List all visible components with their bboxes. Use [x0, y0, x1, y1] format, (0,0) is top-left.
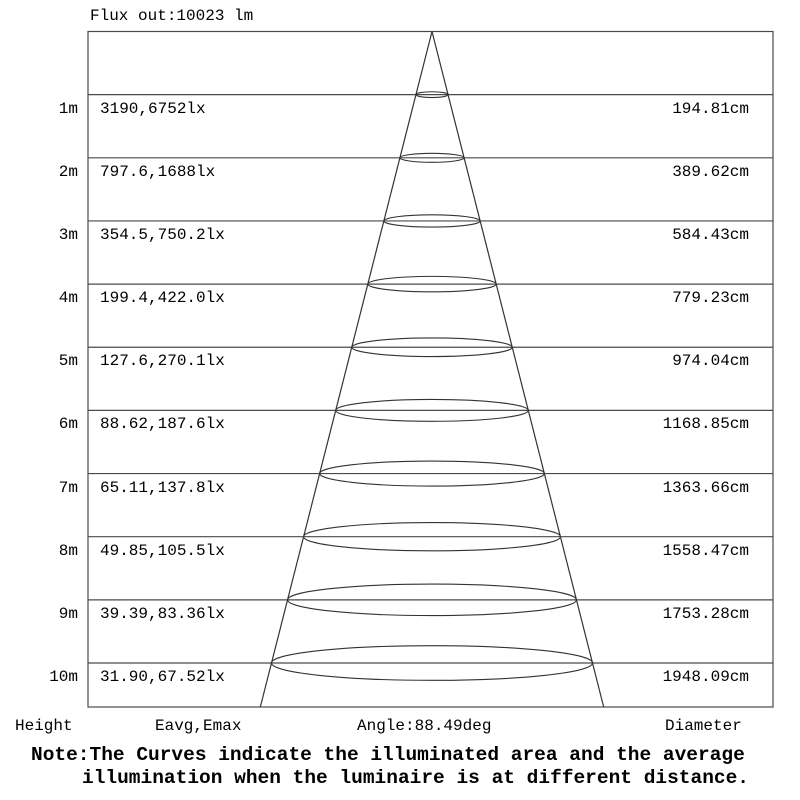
- height-label: 8m: [58, 541, 78, 560]
- eavg-emax-value: 88.62,187.6lx: [100, 415, 225, 434]
- diameter-value: 389.62cm: [672, 162, 749, 181]
- eavg-emax-value: 354.5,750.2lx: [100, 225, 225, 244]
- eavg-emax-value: 199.4,422.0lx: [100, 289, 225, 308]
- diameter-value: 1168.85cm: [662, 415, 749, 434]
- height-label: 2m: [58, 162, 78, 181]
- beam-angle-label: Angle:88.49deg: [357, 717, 492, 735]
- diameter-value: 1753.28cm: [662, 604, 749, 623]
- diameter-value: 194.81cm: [672, 99, 749, 118]
- eavg-emax-value: 65.11,137.8lx: [100, 478, 225, 497]
- height-column-label: Height: [15, 717, 73, 735]
- eavg-emax-value: 49.85,105.5lx: [100, 541, 225, 560]
- height-label: 7m: [58, 478, 78, 497]
- height-label: 3m: [58, 225, 78, 244]
- height-label: 9m: [58, 604, 78, 623]
- diameter-value: 974.04cm: [672, 352, 749, 371]
- eavg-emax-value: 797.6,1688lx: [100, 162, 216, 181]
- note-line-1: Note:The Curves indicate the illuminated area and the average: [31, 744, 745, 766]
- height-label: 6m: [58, 415, 78, 434]
- diameter-column-label: Diameter: [665, 717, 742, 735]
- height-label: 5m: [58, 352, 78, 371]
- note-line-2: illumination when the luminaire is at different distance.: [82, 767, 750, 789]
- diameter-value: 779.23cm: [672, 289, 749, 308]
- cone-left-edge: [260, 32, 432, 708]
- diameter-value: 1948.09cm: [662, 668, 749, 686]
- height-label: 10m: [49, 668, 78, 686]
- diameter-value: 1363.66cm: [662, 478, 749, 497]
- eavg-emax-value: 127.6,270.1lx: [100, 352, 225, 371]
- height-label: 1m: [58, 99, 78, 118]
- note-text: [0, 744, 800, 800]
- diameter-value: 1558.47cm: [662, 541, 749, 560]
- height-label: 4m: [58, 289, 78, 308]
- eavg-emax-value: 39.39,83.36lx: [100, 604, 225, 623]
- eavg-emax-column-label: Eavg,Emax: [155, 717, 242, 735]
- flux-out-title: Flux out:10023 lm: [90, 7, 254, 25]
- eavg-emax-value: 3190,6752lx: [100, 99, 206, 118]
- eavg-emax-value: 31.90,67.52lx: [100, 668, 225, 686]
- diameter-value: 584.43cm: [672, 225, 749, 244]
